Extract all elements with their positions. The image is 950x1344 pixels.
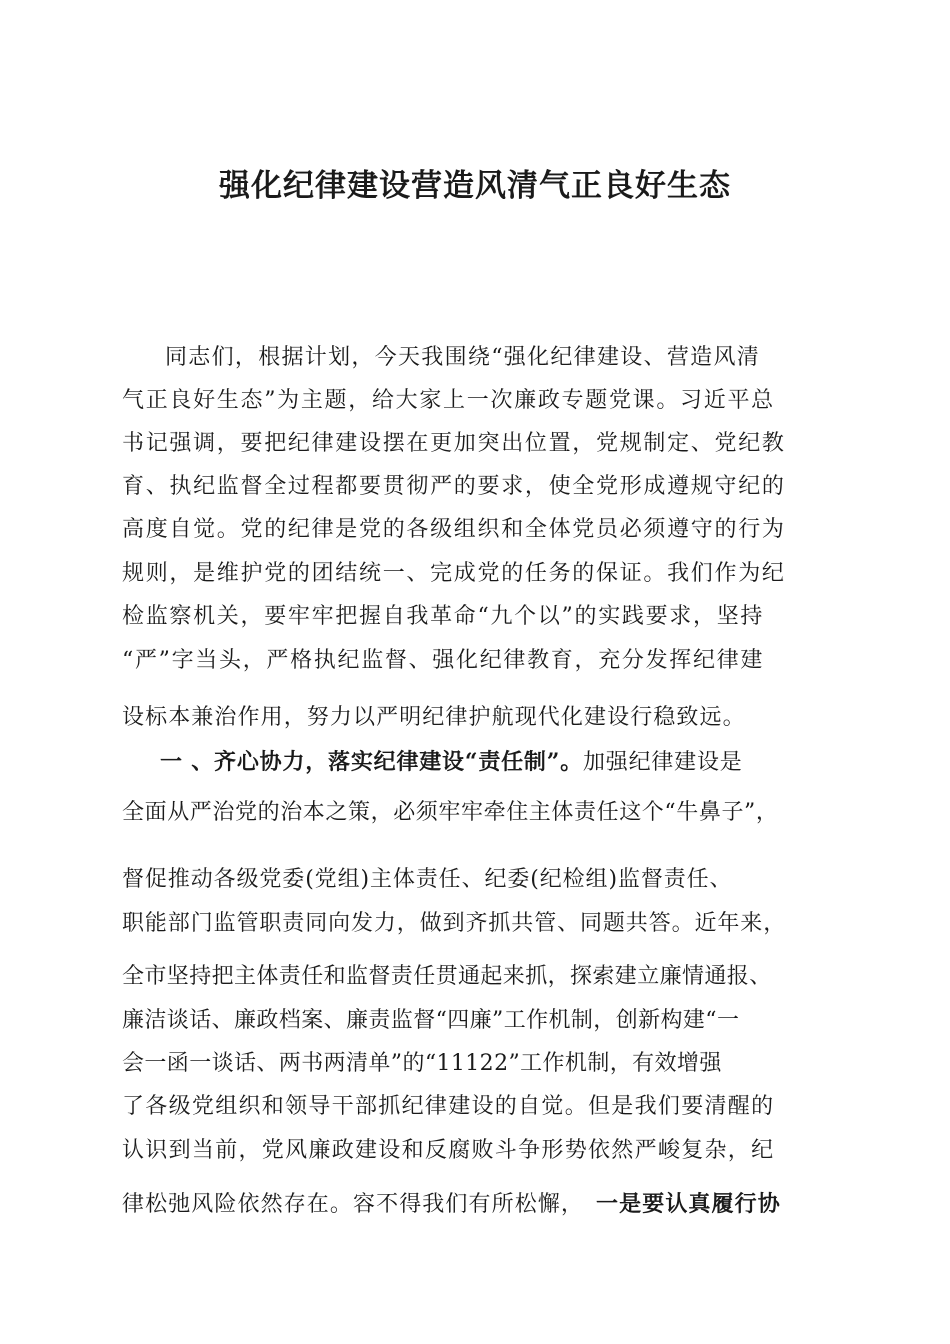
- paragraph-line: 规则，是维护党的团结统一、完成党的任务的保证。我们作为纪: [122, 561, 786, 586]
- section-heading: 一 、齐心协力，落实纪律建设“责任制”。: [160, 749, 583, 775]
- last-line-bold: 一是要认真履行协: [596, 1191, 781, 1217]
- section-heading-line: [160, 745, 743, 776]
- paragraph-last-line: [122, 1187, 781, 1218]
- paragraph-line: 全面从严治党的治本之策，必须牢牢牵住主体责任这个“牛鼻子”，: [122, 800, 779, 825]
- paragraph-line: 高度自觉。党的纪律是党的各级组织和全体党员必须遵守的行为: [122, 517, 786, 542]
- paragraph-line: 了各级党组织和领导干部抓纪律建设的自觉。但是我们要清醒的: [122, 1094, 775, 1119]
- paragraph-line: “严”字当头，严格执纪监督、强化纪律教育，充分发挥纪律建: [122, 648, 765, 673]
- paragraph-line: 设标本兼治作用，努力以严明纪律护航现代化建设行稳致远。: [122, 705, 746, 730]
- paragraph-line: 全市坚持把主体责任和监督责任贯通起来抓，探索建立廉情通报、: [122, 964, 772, 989]
- paragraph-line: 书记强调，要把纪律建设摆在更加突出位置，党规制定、党纪教: [122, 431, 786, 456]
- paragraph-line: 气正良好生态”为主题，给大家上一次廉政专题党课。习近平总: [122, 388, 775, 413]
- paragraph-line: 职能部门监管职责同向发力，做到齐抓共管、同题共答。近年来，: [122, 911, 787, 936]
- paragraph-line: 廉洁谈话、廉政档案、廉责监督“四廉”工作机制，创新构建“一: [122, 1008, 740, 1033]
- paragraph-line: 同志们，根据计划，今天我围绕“强化纪律建设、营造风清: [165, 345, 761, 370]
- paragraph-line: 督促推动各级党委(党组)主体责任、纪委(纪检组)监督责任、: [122, 867, 733, 892]
- last-line-text: 律松弛风险依然存在。容不得我们有所松懈，: [122, 1192, 585, 1217]
- paragraph-line: 检监察机关，要牢牢把握自我革命“九个以”的实践要求，坚持: [122, 604, 765, 629]
- paragraph-line: 认识到当前，党风廉政建设和反腐败斗争形势依然严峻复杂，纪: [122, 1138, 775, 1163]
- paragraph-line: 育、执纪监督全过程都要贯彻严的要求，使全党形成遵规守纪的: [122, 474, 786, 499]
- paragraph-line: 会一函一谈话、两书两清单”的“11122”工作机制，有效增强: [122, 1051, 722, 1076]
- section-heading-tail: 加强纪律建设是: [582, 750, 743, 775]
- page-title: 强化纪律建设营造风清气正良好生态: [219, 168, 731, 204]
